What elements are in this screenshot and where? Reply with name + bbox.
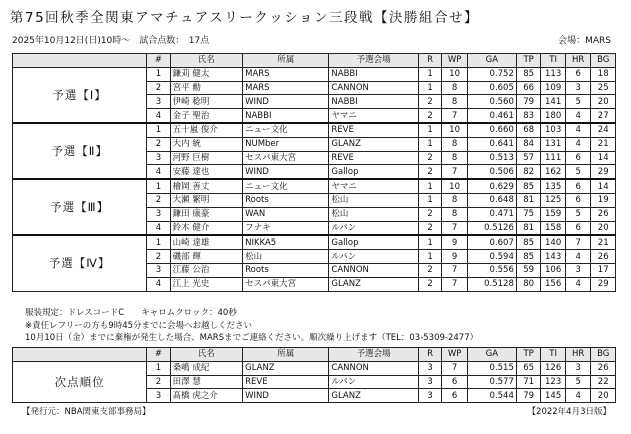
rank-cell: 3 — [147, 263, 170, 277]
ga-cell: 0.560 — [467, 95, 516, 109]
header-cell: WP — [442, 54, 468, 68]
ti-cell: 123 — [541, 375, 566, 389]
hr-cell: 5 — [565, 207, 591, 221]
bg-cell: 19 — [591, 193, 616, 207]
tp-cell: 83 — [516, 109, 541, 123]
ti-cell: 135 — [541, 179, 566, 193]
bg-cell: 20 — [591, 389, 616, 403]
group-label: 次点順位 — [13, 361, 147, 402]
tp-cell: 80 — [516, 277, 541, 291]
venue-cell: NABBI — [329, 67, 418, 81]
header-cell: # — [147, 348, 170, 362]
table-row — [13, 123, 616, 137]
rank-cell: 1 — [147, 179, 170, 193]
club-cell: NIKKA5 — [243, 235, 329, 249]
hr-cell: 4 — [565, 137, 591, 151]
header-cell: R — [418, 348, 441, 362]
ti-cell: 158 — [541, 221, 566, 235]
name-cell: 鎌田 康豪 — [170, 207, 242, 221]
hr-cell: 6 — [565, 193, 591, 207]
note-line: ※責任レフリーの方も9時45分までに会場へお越しください — [25, 320, 253, 331]
header-cell: # — [147, 54, 170, 68]
name-cell: 江上 光史 — [170, 277, 242, 291]
ti-cell: 126 — [541, 361, 566, 375]
header-cell: 所属 — [243, 348, 329, 362]
round-cell: 1 — [418, 67, 441, 81]
header-cell: BG — [591, 54, 616, 68]
note-line: 10月10日（金）までに棄権が発生した場合、MARSまでご連絡ください。順次繰り上げます（TEL：03-5309-2477） — [25, 333, 479, 343]
round-cell: 2 — [418, 263, 441, 277]
rank-cell: 1 — [147, 361, 170, 375]
venue-cell: 松山 — [329, 193, 418, 207]
round-cell: 3 — [418, 389, 441, 403]
hr-cell: 6 — [565, 179, 591, 193]
ti-cell: 143 — [541, 250, 566, 264]
ga-cell: 0.461 — [467, 109, 516, 123]
ga-cell: 0.5128 — [467, 277, 516, 291]
tp-cell: 82 — [516, 165, 541, 179]
hr-cell: 3 — [565, 81, 591, 95]
name-cell: 鈴木 健介 — [170, 221, 242, 235]
group-label: 予選【Ⅰ】 — [13, 67, 147, 123]
wp-cell: 7 — [442, 263, 468, 277]
tp-cell: 85 — [516, 235, 541, 249]
note-line: 服装規定：ドレスコードC キャロムクロック：40秒 — [25, 308, 237, 318]
header-cell: 予選会場 — [329, 348, 418, 362]
ti-cell: 145 — [541, 389, 566, 403]
ti-cell: 140 — [541, 235, 566, 249]
wp-cell: 8 — [442, 95, 468, 109]
hr-cell: 4 — [565, 277, 591, 291]
hr-cell: 3 — [565, 263, 591, 277]
round-cell: 1 — [418, 235, 441, 249]
bg-cell: 14 — [591, 151, 616, 165]
tp-cell: 85 — [516, 250, 541, 264]
tp-cell: 85 — [516, 179, 541, 193]
bg-cell: 21 — [591, 137, 616, 151]
name-cell: 大瀬 繁明 — [170, 193, 242, 207]
ga-cell: 0.506 — [467, 165, 516, 179]
header-cell: HR — [565, 348, 591, 362]
name-cell: 河野 巨樹 — [170, 151, 242, 165]
hr-cell: 4 — [565, 250, 591, 264]
club-cell: セスパ東大宮 — [243, 277, 329, 291]
table-row — [13, 179, 616, 193]
ga-cell: 0.471 — [467, 207, 516, 221]
name-cell: 髙橋 虎之介 — [170, 389, 242, 403]
round-cell: 1 — [418, 193, 441, 207]
hr-cell: 6 — [565, 221, 591, 235]
club-cell: Roots — [243, 193, 329, 207]
ga-cell: 0.515 — [467, 361, 516, 375]
name-cell: 金子 聖治 — [170, 109, 242, 123]
rank-cell: 2 — [147, 137, 170, 151]
round-cell: 2 — [418, 165, 441, 179]
header-cell: 氏名 — [170, 54, 242, 68]
name-cell: 鎌苅 健太 — [170, 67, 242, 81]
wp-cell: 10 — [442, 123, 468, 137]
round-cell: 2 — [418, 221, 441, 235]
club-cell: NABBI — [243, 109, 329, 123]
wp-cell: 9 — [442, 250, 468, 264]
alt-header-row — [13, 348, 616, 362]
ti-cell: 103 — [541, 123, 566, 137]
header-cell: BG — [591, 348, 616, 362]
rank-cell: 2 — [147, 375, 170, 389]
round-cell: 2 — [418, 109, 441, 123]
ti-cell: 111 — [541, 151, 566, 165]
ga-cell: 0.648 — [467, 193, 516, 207]
wp-cell: 7 — [442, 277, 468, 291]
wp-cell: 6 — [442, 375, 468, 389]
bg-cell: 29 — [591, 277, 616, 291]
bg-cell: 18 — [591, 67, 616, 81]
tp-cell: 75 — [516, 207, 541, 221]
club-cell: 松山 — [243, 250, 329, 264]
club-cell: REVE — [243, 375, 329, 389]
rank-cell: 1 — [147, 123, 170, 137]
wp-cell: 8 — [442, 207, 468, 221]
wp-cell: 8 — [442, 81, 468, 95]
bg-cell: 17 — [591, 263, 616, 277]
notes-block — [25, 307, 478, 345]
name-cell: 江藤 公治 — [170, 263, 242, 277]
bg-cell: 21 — [591, 235, 616, 249]
bg-cell: 29 — [591, 165, 616, 179]
ga-cell: 0.605 — [467, 81, 516, 95]
rank-cell: 4 — [147, 165, 170, 179]
club-cell: WAN — [243, 207, 329, 221]
club-cell: MARS — [243, 81, 329, 95]
tp-cell: 66 — [516, 81, 541, 95]
tp-cell: 57 — [516, 151, 541, 165]
bg-cell: 27 — [591, 109, 616, 123]
name-cell: 桑嶋 成紀 — [170, 361, 242, 375]
table-row — [13, 67, 616, 81]
club-cell: WIND — [243, 389, 329, 403]
ti-cell: 156 — [541, 277, 566, 291]
round-cell: 2 — [418, 207, 441, 221]
ti-cell: 162 — [541, 165, 566, 179]
tp-cell: 79 — [516, 95, 541, 109]
round-cell: 2 — [418, 95, 441, 109]
name-cell: 五十嵐 俊介 — [170, 123, 242, 137]
club-cell: ニュー文化 — [243, 123, 329, 137]
header-cell: 氏名 — [170, 348, 242, 362]
wp-cell: 8 — [442, 193, 468, 207]
ga-cell: 0.660 — [467, 123, 516, 137]
name-cell: 大内 統 — [170, 137, 242, 151]
table-header-row — [13, 54, 616, 68]
ga-cell: 0.641 — [467, 137, 516, 151]
bg-cell: 20 — [591, 95, 616, 109]
round-cell: 1 — [418, 179, 441, 193]
header-blank — [13, 348, 147, 362]
group-label: 予選【Ⅱ】 — [13, 123, 147, 179]
ga-cell: 0.607 — [467, 235, 516, 249]
rank-cell: 3 — [147, 151, 170, 165]
wp-cell: 7 — [442, 109, 468, 123]
club-cell: GLANZ — [243, 361, 329, 375]
venue-cell: Gallop — [329, 235, 418, 249]
venue-cell: GLANZ — [329, 137, 418, 151]
venue-cell: REVE — [329, 151, 418, 165]
date-info: 2025年10月12日(日)10時～ 試合点数： 17点 — [12, 36, 210, 46]
club-cell: セスパ東大宮 — [243, 151, 329, 165]
wp-cell: 9 — [442, 235, 468, 249]
round-cell: 3 — [418, 375, 441, 389]
ga-cell: 0.577 — [467, 375, 516, 389]
round-cell: 2 — [418, 151, 441, 165]
bg-cell: 22 — [591, 375, 616, 389]
rank-cell: 2 — [147, 81, 170, 95]
wp-cell: 8 — [442, 151, 468, 165]
round-cell: 1 — [418, 123, 441, 137]
alternates-table — [12, 347, 616, 403]
venue-cell: 松山 — [329, 207, 418, 221]
rank-cell: 4 — [147, 109, 170, 123]
tp-cell: 71 — [516, 375, 541, 389]
club-cell: WIND — [243, 165, 329, 179]
name-cell: 宮平 勳 — [170, 81, 242, 95]
hr-cell: 3 — [565, 361, 591, 375]
venue-cell: REVE — [329, 123, 418, 137]
wp-cell: 8 — [442, 137, 468, 151]
club-cell: NUMber — [243, 137, 329, 151]
ga-cell: 0.5126 — [467, 221, 516, 235]
ga-cell: 0.513 — [467, 151, 516, 165]
hr-cell: 7 — [565, 235, 591, 249]
rank-cell: 1 — [147, 235, 170, 249]
name-cell: 伊崎 稔明 — [170, 95, 242, 109]
ga-cell: 0.544 — [467, 389, 516, 403]
hr-cell: 5 — [565, 95, 591, 109]
tp-cell: 81 — [516, 221, 541, 235]
rank-cell: 3 — [147, 389, 170, 403]
ti-cell: 131 — [541, 137, 566, 151]
club-cell: WIND — [243, 95, 329, 109]
bg-cell: 26 — [591, 250, 616, 264]
hr-cell: 6 — [565, 67, 591, 81]
round-cell: 1 — [418, 137, 441, 151]
ga-cell: 0.629 — [467, 179, 516, 193]
hr-cell: 4 — [565, 123, 591, 137]
venue-cell: Gallop — [329, 165, 418, 179]
header-cell: WP — [442, 348, 468, 362]
tp-cell: 81 — [516, 193, 541, 207]
name-cell: 田澤 慧 — [170, 375, 242, 389]
bg-cell: 24 — [591, 123, 616, 137]
venue-cell: GLANZ — [329, 277, 418, 291]
bg-cell: 26 — [591, 361, 616, 375]
venue-cell: NABBI — [329, 95, 418, 109]
group-label: 予選【Ⅳ】 — [13, 235, 147, 291]
header-cell: 所属 — [243, 54, 329, 68]
wp-cell: 10 — [442, 179, 468, 193]
venue-cell: GLANZ — [329, 389, 418, 403]
rank-cell: 2 — [147, 193, 170, 207]
finals-bracket-table — [12, 53, 616, 292]
venue-cell: ルパン — [329, 221, 418, 235]
hr-cell: 4 — [565, 389, 591, 403]
tp-cell: 85 — [516, 67, 541, 81]
wp-cell: 7 — [442, 221, 468, 235]
bg-cell: 26 — [591, 207, 616, 221]
ti-cell: 106 — [541, 263, 566, 277]
wp-cell: 7 — [442, 165, 468, 179]
table-row — [13, 235, 616, 249]
version-label: 【2022年4月3日版】 — [527, 407, 611, 417]
tp-cell: 59 — [516, 263, 541, 277]
wp-cell: 7 — [442, 361, 468, 375]
club-cell: Roots — [243, 263, 329, 277]
wp-cell: 10 — [442, 67, 468, 81]
header-cell: 予選会場 — [329, 54, 418, 68]
venue-cell: CANNON — [329, 263, 418, 277]
tp-cell: 84 — [516, 137, 541, 151]
ti-cell: 141 — [541, 95, 566, 109]
hr-cell: 5 — [565, 375, 591, 389]
table-row — [13, 361, 616, 375]
bg-cell: 14 — [591, 179, 616, 193]
bg-cell: 25 — [591, 81, 616, 95]
header-blank — [13, 54, 147, 68]
header-cell: TI — [541, 348, 566, 362]
ti-cell: 109 — [541, 81, 566, 95]
venue-cell: ヤマニ — [329, 109, 418, 123]
venue-cell: CANNON — [329, 361, 418, 375]
rank-cell: 3 — [147, 207, 170, 221]
tp-cell: 65 — [516, 361, 541, 375]
hr-cell: 5 — [565, 165, 591, 179]
rank-cell: 4 — [147, 277, 170, 291]
ti-cell: 125 — [541, 193, 566, 207]
header-cell: GA — [467, 54, 516, 68]
round-cell: 1 — [418, 250, 441, 264]
name-cell: 磯部 輝 — [170, 250, 242, 264]
rank-cell: 4 — [147, 221, 170, 235]
hr-cell: 4 — [565, 109, 591, 123]
group-label: 予選【Ⅲ】 — [13, 179, 147, 235]
header-cell: GA — [467, 348, 516, 362]
venue-cell: ルパン — [329, 375, 418, 389]
header-cell: TP — [516, 54, 541, 68]
venue-info: 会場：MARS — [558, 36, 611, 46]
wp-cell: 6 — [442, 389, 468, 403]
header-cell: TI — [541, 54, 566, 68]
club-cell: フナキ — [243, 221, 329, 235]
club-cell: ニュー文化 — [243, 179, 329, 193]
bg-cell: 20 — [591, 221, 616, 235]
round-cell: 3 — [418, 361, 441, 375]
round-cell: 1 — [418, 81, 441, 95]
document-title: 第75回秋季全関東アマチュアスリークッション三段戦【決勝組合せ】 — [10, 10, 479, 26]
name-cell: 檜岡 善丈 — [170, 179, 242, 193]
rank-cell: 2 — [147, 250, 170, 264]
rank-cell: 1 — [147, 67, 170, 81]
ga-cell: 0.556 — [467, 263, 516, 277]
ga-cell: 0.752 — [467, 67, 516, 81]
tp-cell: 68 — [516, 123, 541, 137]
publisher-label: 【発行元：NBA関東支部事務局】 — [22, 407, 151, 417]
club-cell: MARS — [243, 67, 329, 81]
venue-cell: CANNON — [329, 81, 418, 95]
hr-cell: 6 — [565, 151, 591, 165]
ti-cell: 113 — [541, 67, 566, 81]
round-cell: 2 — [418, 277, 441, 291]
rank-cell: 3 — [147, 95, 170, 109]
header-cell: HR — [565, 54, 591, 68]
name-cell: 山崎 達雄 — [170, 235, 242, 249]
venue-cell: ルパン — [329, 250, 418, 264]
header-cell: R — [418, 54, 441, 68]
tp-cell: 79 — [516, 389, 541, 403]
header-cell: TP — [516, 348, 541, 362]
ga-cell: 0.594 — [467, 250, 516, 264]
ti-cell: 159 — [541, 207, 566, 221]
venue-cell: ヤマニ — [329, 179, 418, 193]
name-cell: 安藤 達也 — [170, 165, 242, 179]
ti-cell: 180 — [541, 109, 566, 123]
